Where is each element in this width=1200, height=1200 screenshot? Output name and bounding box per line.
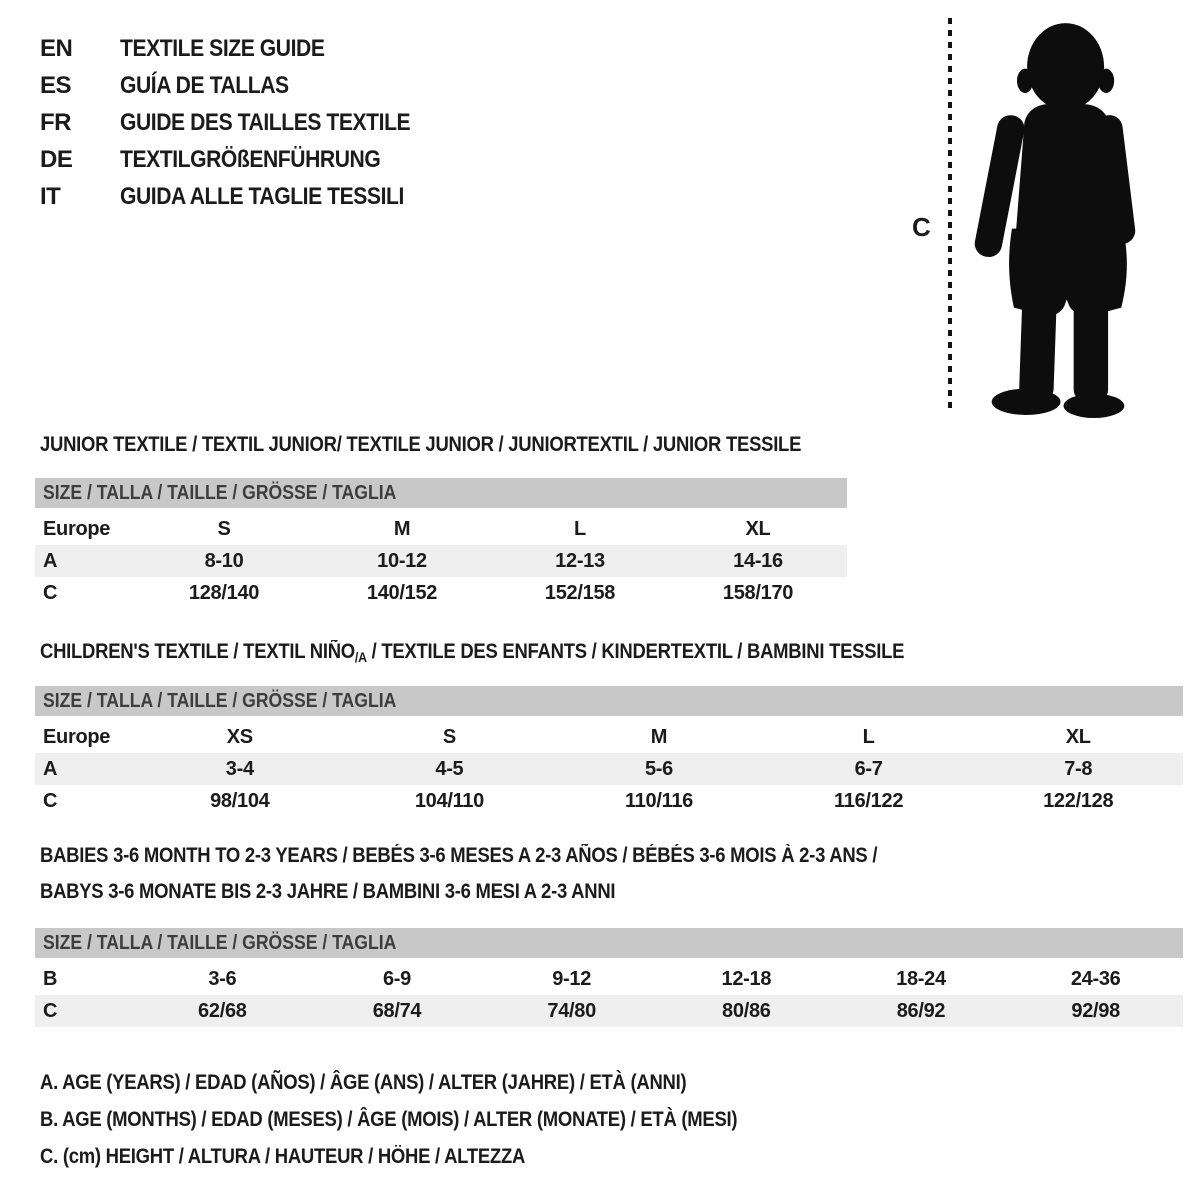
language-title: GUIDE DES TAILLES TEXTILE bbox=[120, 108, 411, 136]
height-dashed-line bbox=[948, 18, 952, 414]
size-cell: XS bbox=[226, 725, 253, 748]
junior-heading-text: JUNIOR TEXTILE / TEXTIL JUNIOR/ TEXTILE JUNIOR / JUNIORTEXTIL / JUNIOR TESSILE bbox=[40, 433, 802, 456]
age-cell: 7-8 bbox=[1064, 757, 1093, 780]
babies-heading-line2: BABYS 3-6 MONATE BIS 2-3 JAHRE / BAMBINI 3-6 MESI A 2-3 ANNI bbox=[40, 880, 616, 903]
row-label: Europe bbox=[43, 725, 111, 748]
language-code: EN bbox=[40, 34, 73, 62]
children-heading-sub: /A bbox=[354, 649, 367, 665]
language-title: TEXTILGRÖßENFÜHRUNG bbox=[120, 145, 381, 173]
language-code: IT bbox=[40, 182, 61, 210]
language-code: FR bbox=[40, 108, 71, 136]
size-cell: XL bbox=[1065, 725, 1091, 748]
babies-section-heading bbox=[40, 838, 991, 910]
junior-section-heading bbox=[40, 433, 905, 457]
height-cell: 86/92 bbox=[896, 999, 946, 1022]
age-cell: 12-18 bbox=[721, 967, 772, 990]
legend-line-height: C. (cm) HEIGHT / ALTURA / HAUTEUR / HÖHE / ALTEZZA bbox=[40, 1144, 526, 1168]
height-label: C bbox=[912, 212, 931, 242]
height-cell: 152/158 bbox=[544, 581, 616, 604]
table-row bbox=[35, 785, 1183, 817]
language-title: TEXTILE SIZE GUIDE bbox=[120, 34, 325, 62]
children-heading-rest: / TEXTILE DES ENFANTS / KINDERTEXTIL / BAMBINI TESSILE bbox=[366, 640, 905, 663]
table-row bbox=[35, 545, 847, 577]
table-row bbox=[35, 721, 1183, 753]
age-cell: 10-12 bbox=[377, 549, 427, 572]
height-cell: 116/122 bbox=[834, 789, 904, 812]
children-section-heading bbox=[40, 640, 1022, 665]
table-row bbox=[35, 513, 847, 545]
age-cell: 9-12 bbox=[552, 967, 592, 990]
legend-line-age-months: B. AGE (MONTHS) / EDAD (MESES) / ÂGE (MOIS) / ALTER (MONATE) / ETÀ (MESI) bbox=[40, 1107, 738, 1131]
age-cell: 18-24 bbox=[896, 967, 946, 990]
row-label: A bbox=[43, 757, 58, 780]
row-label: A bbox=[43, 549, 58, 572]
language-row-fr bbox=[40, 104, 450, 141]
row-label: Europe bbox=[43, 517, 111, 540]
age-cell: 12-13 bbox=[555, 549, 605, 572]
height-cell: 140/152 bbox=[366, 581, 438, 604]
row-label: C bbox=[43, 581, 58, 604]
language-title: GUÍA DE TALLAS bbox=[120, 71, 289, 99]
table-row bbox=[35, 753, 1183, 785]
age-cell: 4-5 bbox=[435, 757, 464, 780]
age-cell: 6-7 bbox=[854, 757, 883, 780]
age-cell: 3-6 bbox=[208, 967, 237, 990]
height-cell: 158/170 bbox=[722, 581, 794, 604]
toddler-silhouette-image bbox=[960, 14, 1160, 419]
height-cell: 110/116 bbox=[624, 789, 693, 812]
age-cell: 3-4 bbox=[225, 757, 254, 780]
age-cell: 14-16 bbox=[733, 549, 783, 572]
table-header-text: SIZE / TALLA / TAILLE / GRÖSSE / TAGLIA bbox=[43, 690, 397, 712]
table-header-bar bbox=[35, 686, 1183, 716]
table-row bbox=[35, 963, 1183, 995]
language-title: GUIDA ALLE TAGLIE TESSILI bbox=[120, 182, 404, 210]
height-cell: 92/98 bbox=[1071, 999, 1120, 1022]
table-header-text: SIZE / TALLA / TAILLE / GRÖSSE / TAGLIA bbox=[43, 482, 397, 504]
language-row-es bbox=[40, 67, 450, 104]
row-label: C bbox=[43, 789, 58, 812]
size-cell: L bbox=[862, 725, 875, 748]
junior-size-table bbox=[35, 478, 847, 609]
height-cell: 98/104 bbox=[210, 789, 270, 812]
row-label: C bbox=[43, 999, 58, 1022]
height-cell: 62/68 bbox=[198, 999, 247, 1022]
size-cell: S bbox=[442, 725, 456, 748]
measurement-legend bbox=[40, 1064, 832, 1175]
table-header-bar bbox=[35, 928, 1183, 958]
size-cell: XL bbox=[745, 517, 771, 540]
language-row-de bbox=[40, 141, 450, 178]
size-cell: S bbox=[217, 517, 231, 540]
language-row-it bbox=[40, 178, 450, 215]
height-cell: 74/80 bbox=[547, 999, 596, 1022]
children-heading-main: CHILDREN'S TEXTILE / TEXTIL NIÑO bbox=[40, 640, 355, 663]
age-cell: 8-10 bbox=[204, 549, 244, 572]
size-cell: L bbox=[574, 517, 586, 540]
height-cell: 104/110 bbox=[414, 789, 484, 812]
age-cell: 5-6 bbox=[644, 757, 673, 780]
babies-heading-line1: BABIES 3-6 MONTH TO 2-3 YEARS / BEBÉS 3-6 MESES A 2-3 AÑOS / BÉBÉS 3-6 MOIS À 2-3 ANS / bbox=[40, 844, 878, 867]
children-size-table bbox=[35, 686, 1183, 817]
language-list bbox=[40, 30, 450, 215]
language-row-en bbox=[40, 30, 450, 67]
age-cell: 24-36 bbox=[1070, 967, 1121, 990]
language-code: DE bbox=[40, 145, 73, 173]
size-cell: M bbox=[650, 725, 668, 748]
height-measurement-figure bbox=[900, 14, 1170, 422]
table-row bbox=[35, 995, 1183, 1027]
language-code: ES bbox=[40, 71, 72, 99]
table-row bbox=[35, 577, 847, 609]
height-cell: 80/86 bbox=[722, 999, 771, 1022]
babies-size-table bbox=[35, 928, 1183, 1027]
height-cell: 68/74 bbox=[372, 999, 422, 1022]
height-cell: 122/128 bbox=[1043, 789, 1114, 812]
legend-line-age-years: A. AGE (YEARS) / EDAD (AÑOS) / ÂGE (ANS) / ALTER (JAHRE) / ETÀ (ANNI) bbox=[40, 1070, 687, 1094]
row-label: B bbox=[43, 967, 58, 990]
table-header-text: SIZE / TALLA / TAILLE / GRÖSSE / TAGLIA bbox=[43, 932, 397, 954]
table-header-bar bbox=[35, 478, 847, 508]
size-cell: M bbox=[393, 517, 411, 540]
age-cell: 6-9 bbox=[382, 967, 411, 990]
height-cell: 128/140 bbox=[188, 581, 260, 604]
